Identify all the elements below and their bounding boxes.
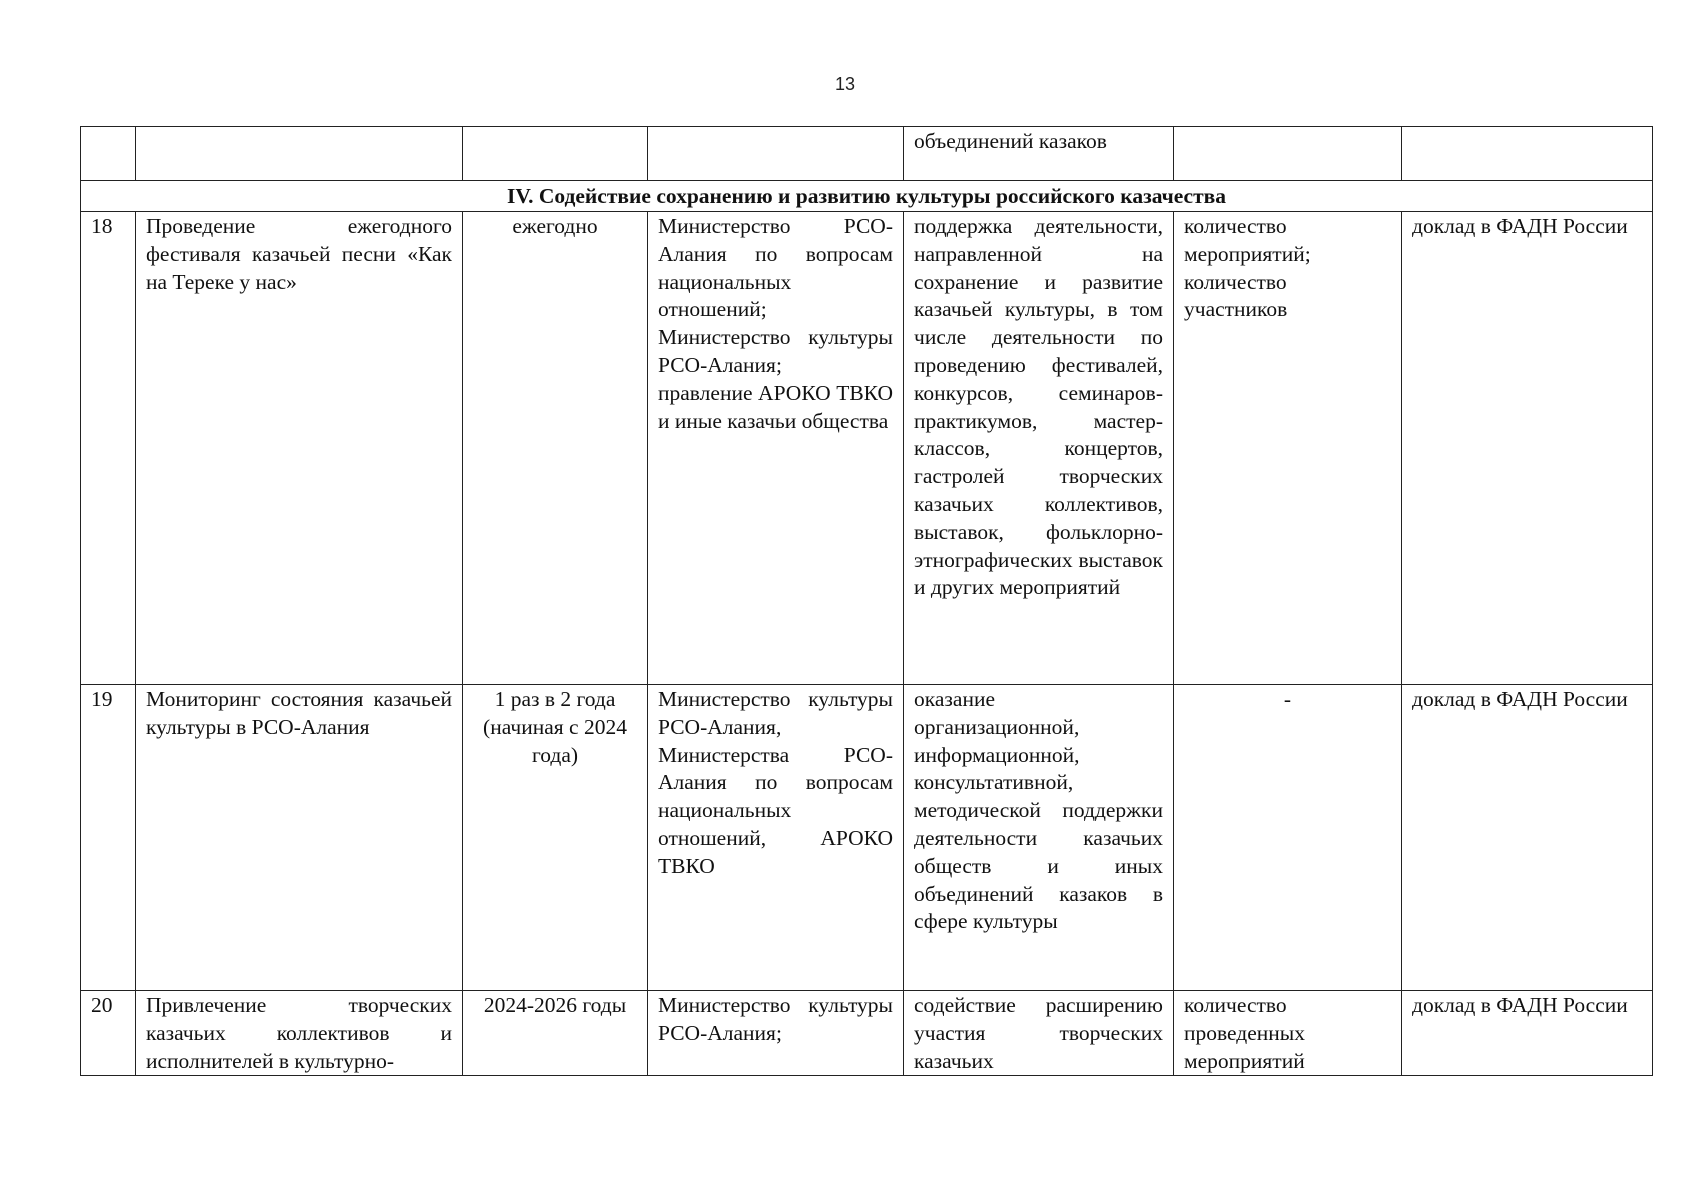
- cell-executors: [648, 991, 904, 1076]
- cell-term: 1 раз в 2 года (начиная с 2024 года): [463, 685, 648, 991]
- table-row: [81, 212, 1653, 685]
- cell-num: 18: [81, 212, 136, 685]
- cell-report: доклад в ФАДН России: [1402, 212, 1653, 685]
- cell-indicators: [1174, 127, 1402, 181]
- table-row: [81, 991, 1653, 1076]
- cell-term: 2024-2026 годы: [463, 991, 648, 1076]
- cell-event: Проведение ежегодного фестиваля казачьей песни «Как на Тереке у нас»: [136, 212, 463, 685]
- cell-executors: [648, 127, 904, 181]
- measures-table: [80, 126, 1653, 1076]
- indicator-item: количество участников: [1184, 269, 1288, 322]
- cell-num: 20: [81, 991, 136, 1076]
- executor-item: Министерство культуры РСО-Алания;: [658, 993, 893, 1045]
- section-row: [81, 181, 1653, 212]
- cell-event: [136, 127, 463, 181]
- cell-report: доклад в ФАДН России: [1402, 685, 1653, 991]
- cell-indicators: -: [1174, 685, 1402, 991]
- cell-term: ежегодно: [463, 212, 648, 685]
- table-row-continued: [81, 127, 1653, 181]
- indicator-item: количество проведенных мероприятий: [1184, 993, 1305, 1073]
- executor-item: Министерства РСО-Алания по вопросам национальных отношений, АРОКО ТВКО: [658, 742, 893, 878]
- cell-result: поддержка деятельности, направленной на сохранение и развитие казачьей культуры, в том числе деятельности по проведению фестивалей, конкурсов, семинаров-практикумов, мастер-классов, концертов, гастролей творческих казачьих коллективов, выставок, фольклорно-этнографических выставок и других мероприятий: [904, 212, 1174, 685]
- executor-item: правление АРОКО ТВКО и иные казачьи общества: [658, 380, 893, 433]
- cell-indicators: [1174, 991, 1402, 1076]
- cell-indicators: [1174, 212, 1402, 685]
- cell-result: объединений казаков: [904, 127, 1174, 181]
- indicator-item: количество мероприятий;: [1184, 214, 1311, 266]
- executor-item: Министерство культуры РСО-Алания,: [658, 687, 893, 739]
- cell-num: 19: [81, 685, 136, 991]
- cell-event: Мониторинг состояния казачьей культуры в РСО-Алания: [136, 685, 463, 991]
- cell-num: [81, 127, 136, 181]
- executor-item: Министерство культуры РСО-Алания;: [658, 325, 893, 377]
- cell-report: доклад в ФАДН России: [1402, 991, 1653, 1076]
- cell-term: [463, 127, 648, 181]
- section-title: IV. Содействие сохранению и развитию культуры российского казачества: [81, 181, 1653, 212]
- cell-event: Привлечение творческих казачьих коллективов и исполнителей в культурно-: [136, 991, 463, 1076]
- table-row: [81, 685, 1653, 991]
- cell-executors: [648, 685, 904, 991]
- page-number: 13: [834, 74, 856, 94]
- cell-report: [1402, 127, 1653, 181]
- executor-item: Министерство РСО-Алания по вопросам национальных отношений;: [658, 214, 893, 322]
- cell-result: содействие расширению участия творческих казачьих: [904, 991, 1174, 1076]
- cell-executors: [648, 212, 904, 685]
- cell-result: оказание организационной, информационной, консультативной, методической поддержки деятельности казачьих обществ и иных объединений казаков в сфере культуры: [904, 685, 1174, 991]
